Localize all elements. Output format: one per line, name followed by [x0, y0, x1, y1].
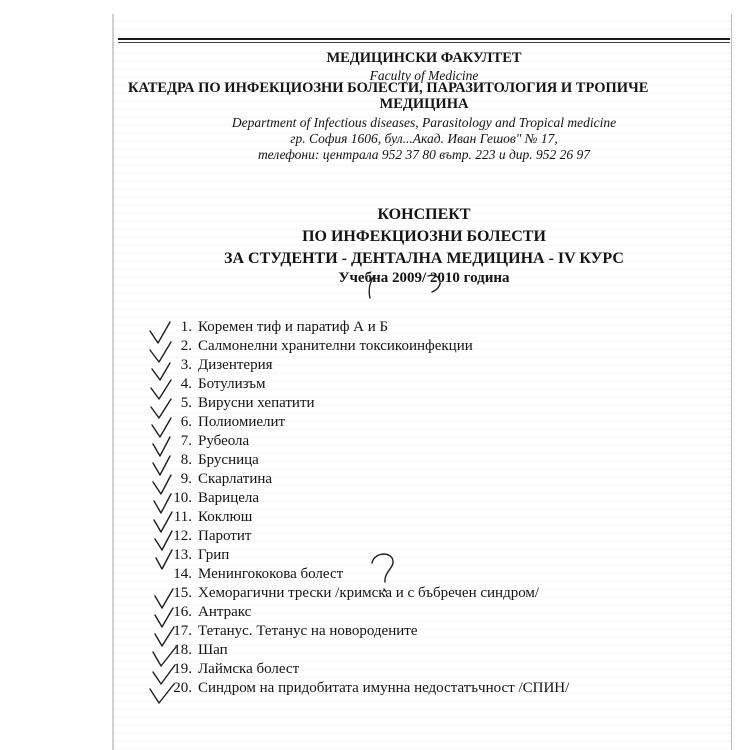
item-number: 9.: [180, 471, 192, 487]
item-text: Вирусни хепатити: [198, 395, 315, 411]
item-number: 2.: [180, 338, 192, 354]
item-number: 14.: [173, 566, 192, 582]
item-number: 12.: [173, 528, 192, 544]
list-item: [0, 604, 750, 624]
item-number: 13.: [173, 547, 192, 563]
item-number: 18.: [173, 642, 192, 658]
item-number: 20.: [173, 680, 192, 696]
list-item: [0, 490, 750, 510]
item-number: 1.: [180, 319, 192, 335]
item-text: Полиомиелит: [198, 414, 286, 430]
list-item: [0, 680, 750, 700]
list-item: [0, 642, 750, 662]
list-item: [0, 395, 750, 415]
faculty-en: Faculty of Medicine: [369, 68, 479, 83]
department-bg-line2: МЕДИЦИНА: [379, 96, 469, 112]
item-number: 7.: [180, 433, 192, 449]
header-rule-thin: [118, 42, 730, 43]
list-item: [0, 376, 750, 396]
faculty-bg: МЕДИЦИНСКИ ФАКУЛТЕТ: [326, 50, 522, 66]
item-text: Коклюш: [198, 509, 253, 525]
item-text: Варицела: [198, 490, 260, 506]
item-number: 11.: [173, 509, 192, 525]
list-item: [0, 452, 750, 472]
item-number: 19.: [173, 661, 192, 677]
item-text: Шап: [198, 642, 228, 658]
list-item: [0, 471, 750, 491]
item-number: 10.: [173, 490, 192, 506]
list-item: [0, 433, 750, 453]
item-number: 16.: [173, 604, 192, 620]
item-text: Дизентерия: [198, 357, 273, 373]
academic-year: Учебна 2009/ 2010 година: [338, 270, 510, 286]
item-number: 4.: [180, 376, 192, 392]
list-item: [0, 623, 750, 643]
department-bg-line1: КАТЕДРА ПО ИНФЕКЦИОЗНИ БОЛЕСТИ, ПАРАЗИТОЛОГИЯ И ТРОПИЧЕ: [128, 80, 649, 96]
list-item: [0, 357, 750, 377]
address: гр. София 1606, бул...Акад. Иван Гешов" № 17,: [290, 131, 558, 146]
item-text: Хеморагични трески /кримска и с бъбречен синдром/: [198, 585, 540, 601]
item-text: Менингококова болест: [198, 566, 344, 582]
item-text: Коремен тиф и паратиф А и Б: [198, 319, 389, 335]
item-number: 17.: [173, 623, 192, 639]
item-text: Салмонелни хранителни токсикоинфекции: [198, 338, 473, 354]
list-item: [0, 661, 750, 681]
item-text: Синдром на придобитата имунна недостатъчност /СПИН/: [198, 680, 570, 696]
list-item: [0, 509, 750, 529]
item-number: 3.: [180, 357, 192, 373]
title-line3: ЗА СТУДЕНТИ - ДЕНТАЛНА МЕДИЦИНА - IV КУРС: [224, 250, 624, 267]
list-item: [0, 585, 750, 605]
department-en: Department of Infectious diseases, Parasitology and Tropical medicine: [231, 115, 617, 130]
list-item: [0, 319, 750, 339]
list-item: [0, 566, 750, 586]
item-number: 6.: [180, 414, 192, 430]
item-text: Грип: [198, 547, 230, 563]
item-text: Скарлатина: [198, 471, 273, 487]
item-number: 5.: [180, 395, 192, 411]
item-number: 8.: [180, 452, 192, 468]
title-line2: ПО ИНФЕКЦИОЗНИ БОЛЕСТИ: [302, 228, 546, 245]
header-rule: [118, 38, 730, 40]
item-text: Антракс: [198, 604, 252, 620]
list-item: [0, 528, 750, 548]
item-text: Брусница: [198, 452, 259, 468]
title-line1: КОНСПЕКТ: [377, 206, 471, 223]
phones: телефони: централа 952 37 80 вътр. 223 и дир. 952 26 97: [257, 147, 591, 162]
item-number: 15.: [173, 585, 192, 601]
list-item: [0, 547, 750, 567]
item-text: Лаймска болест: [198, 661, 300, 677]
item-text: Ботулизъм: [198, 376, 266, 392]
list-item: [0, 414, 750, 434]
item-text: Паротит: [198, 528, 252, 544]
list-item: [0, 338, 750, 358]
item-text: Тетанус. Тетанус на новородените: [198, 623, 418, 639]
item-text: Рубеола: [198, 433, 250, 449]
